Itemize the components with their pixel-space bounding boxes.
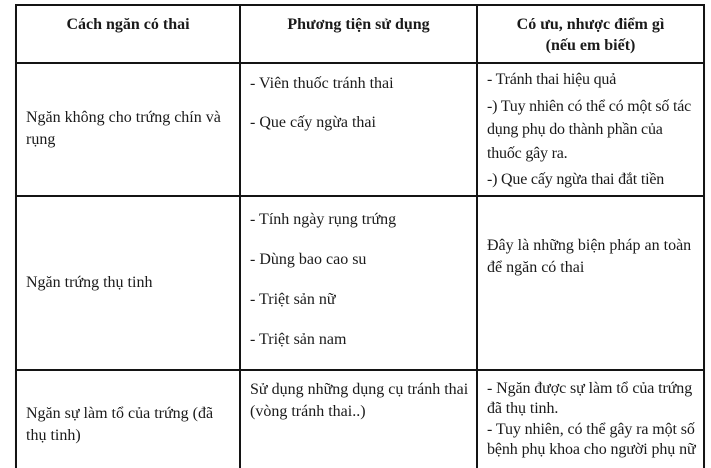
cell-pros-cons [477,63,704,196]
cell-prevention-method: Ngăn sự làm tổ của trứng (đã thụ tinh) [16,370,240,468]
table-row-prevent-fertilization [16,196,704,370]
list-item: - Ngăn được sự làm tổ của trứng đã thụ tinh. [487,379,693,417]
table-row-prevent-implantation [16,370,704,468]
header-label: Phương tiện sử dụng [287,16,430,33]
header-pros-cons [477,5,704,63]
cell-prevention-method: Ngăn trứng thụ tinh [16,196,240,370]
header-means-used [240,5,477,63]
cell-means-used [240,370,477,468]
cell-pros-cons [477,196,704,370]
list-item: - Viên thuốc tránh thai [250,75,394,92]
cell-prevention-method: Ngăn không cho trứng chín và rụng [16,63,240,196]
list-item: - Triệt sản nữ [250,290,336,308]
list-item: Đây là những biện pháp an toàn để ngăn có thai [487,236,692,276]
list-item: - Tính ngày rụng trứng [250,210,397,228]
header-label-line1: Có ưu, nhược điểm gì [516,16,665,33]
cell-means-used [240,196,477,370]
header-label: Cách ngăn có thai [66,16,190,33]
list-item: - Tránh thai hiệu quả [487,71,617,88]
list-item: -) Que cấy ngừa thai đắt tiền [487,171,665,188]
header-label-line2: (nếu em biết) [545,37,636,54]
list-item: Sử dụng những dụng cụ tránh thai (vòng tránh thai..) [250,380,469,420]
table-header-row [16,5,704,63]
table-row-prevent-egg-maturing [16,63,704,196]
list-item: - Dùng bao cao su [250,250,367,268]
list-item: - Tuy nhiên, có thể gây ra một số bệnh phụ khoa cho người phụ nữ [487,420,696,458]
list-item: -) Tuy nhiên có thể có một số tác dụng phụ do thành phần của thuốc gây ra. [487,97,692,162]
list-item: - Que cấy ngừa thai [250,114,376,131]
contraception-methods-table [15,4,705,468]
header-prevention-method [16,5,240,63]
cell-pros-cons [477,370,704,468]
cell-means-used [240,63,477,196]
list-item: - Triệt sản nam [250,330,347,348]
